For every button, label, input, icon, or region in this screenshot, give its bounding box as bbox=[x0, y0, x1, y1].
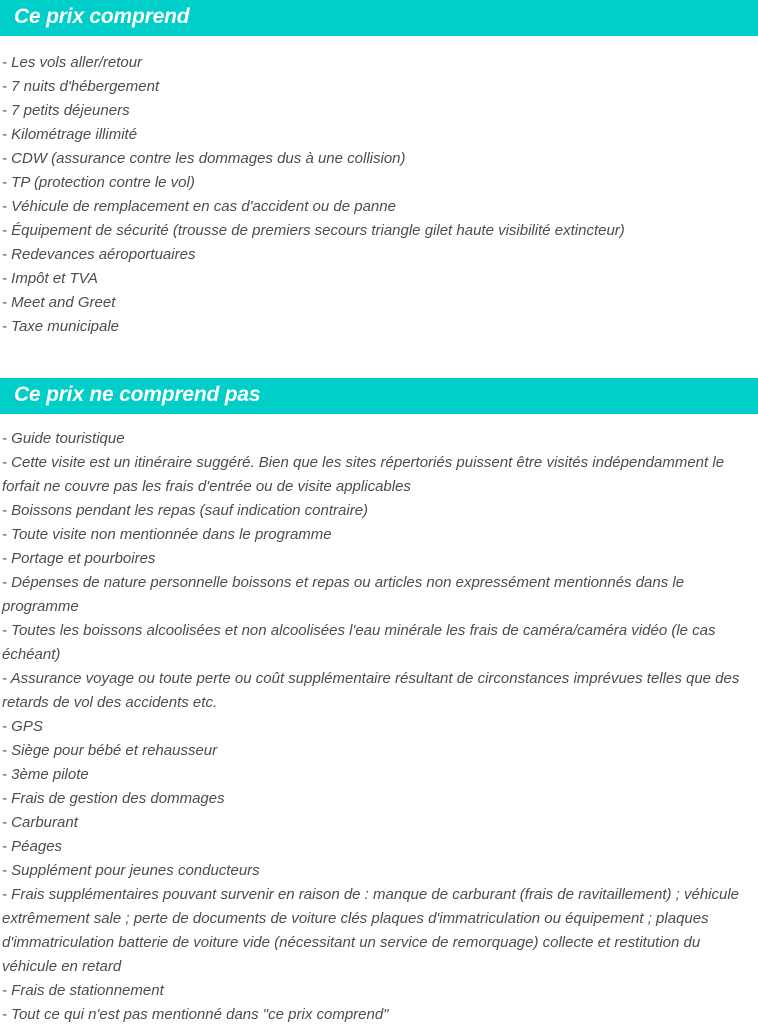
list-item: - Toute visite non mentionnée dans le programme bbox=[2, 526, 332, 543]
list-item: - Meet and Greet bbox=[2, 294, 116, 311]
list-item: - 7 nuits d'hébergement bbox=[2, 78, 160, 95]
list-item: - Carburant bbox=[2, 814, 78, 831]
list-item: - 3ème pilote bbox=[2, 766, 89, 783]
list-item: - Siège pour bébé et rehausseur bbox=[2, 742, 218, 759]
list-item: - Guide touristique bbox=[2, 430, 125, 447]
list-item: - Redevances aéroportuaires bbox=[2, 246, 196, 263]
list-item: - 7 petits déjeuners bbox=[2, 102, 130, 119]
list-item: - Kilométrage illimité bbox=[2, 126, 138, 143]
list-item: - Taxe municipale bbox=[2, 318, 120, 335]
list-item: - Supplément pour jeunes conducteurs bbox=[2, 862, 260, 879]
list-item: - Véhicule de remplacement en cas d'accident ou de panne bbox=[2, 198, 396, 215]
list-item: - Tout ce qui n'est pas mentionné dans "ce prix comprend" bbox=[2, 1006, 389, 1023]
list-item: - Assurance voyage ou toute perte ou coût supplémentaire résultant de circonstances imprévues telles que des retards de vol des accidents etc. bbox=[2, 670, 740, 711]
list-item: - Boissons pendant les repas (sauf indication contraire) bbox=[2, 502, 369, 519]
list-item: - Impôt et TVA bbox=[2, 270, 98, 287]
spacer-after-not-included-header bbox=[0, 414, 758, 427]
section-title-not-included: Ce prix ne comprend pas bbox=[14, 383, 261, 406]
list-item: - TP (protection contre le vol) bbox=[2, 174, 195, 191]
list-item: - GPS bbox=[2, 718, 43, 735]
spacer-between-sections bbox=[0, 339, 758, 378]
list-item: - Péages bbox=[2, 838, 63, 855]
list-item: - Les vols aller/retour bbox=[2, 54, 143, 71]
list-item: - Frais supplémentaires pouvant survenir en raison de : manque de carburant (frais de ravitaillement) ; véhicule extrêmement sale ; perte de documents de voiture clés plaques d'immatriculation ou équipement ; plaques d'immatriculation batterie de voiture vide (nécessitant un service de remorquage) collecte et restitution du véhicule en retard bbox=[2, 886, 740, 975]
list-item: - CDW (assurance contre les dommages dus à une collision) bbox=[2, 150, 406, 167]
section-header-included bbox=[0, 0, 758, 36]
list-item: - Frais de gestion des dommages bbox=[2, 790, 225, 807]
list-item: - Frais de stationnement bbox=[2, 982, 164, 999]
section-title-included: Ce prix comprend bbox=[14, 5, 190, 28]
spacer-after-included-header bbox=[0, 36, 758, 51]
list-item: - Cette visite est un itinéraire suggéré. Bien que les sites répertoriés puissent être visités indépendamment le forfait ne couvre pas les frais d'entrée ou de visite applicables bbox=[2, 454, 725, 495]
section-header-not-included bbox=[0, 378, 758, 414]
not-included-list bbox=[2, 427, 758, 1027]
list-item: - Dépenses de nature personnelle boissons et repas ou articles non expressément mentionnés dans le programme bbox=[2, 574, 685, 615]
section-body-included bbox=[0, 51, 758, 339]
included-list bbox=[2, 51, 758, 339]
section-body-not-included bbox=[0, 427, 758, 1027]
list-item: - Portage et pourboires bbox=[2, 550, 156, 567]
list-item: - Toutes les boissons alcoolisées et non alcoolisées l'eau minérale les frais de caméra/caméra vidéo (le cas échéant) bbox=[2, 622, 716, 663]
list-item: - Équipement de sécurité (trousse de premiers secours triangle gilet haute visibilité extincteur) bbox=[2, 222, 625, 239]
